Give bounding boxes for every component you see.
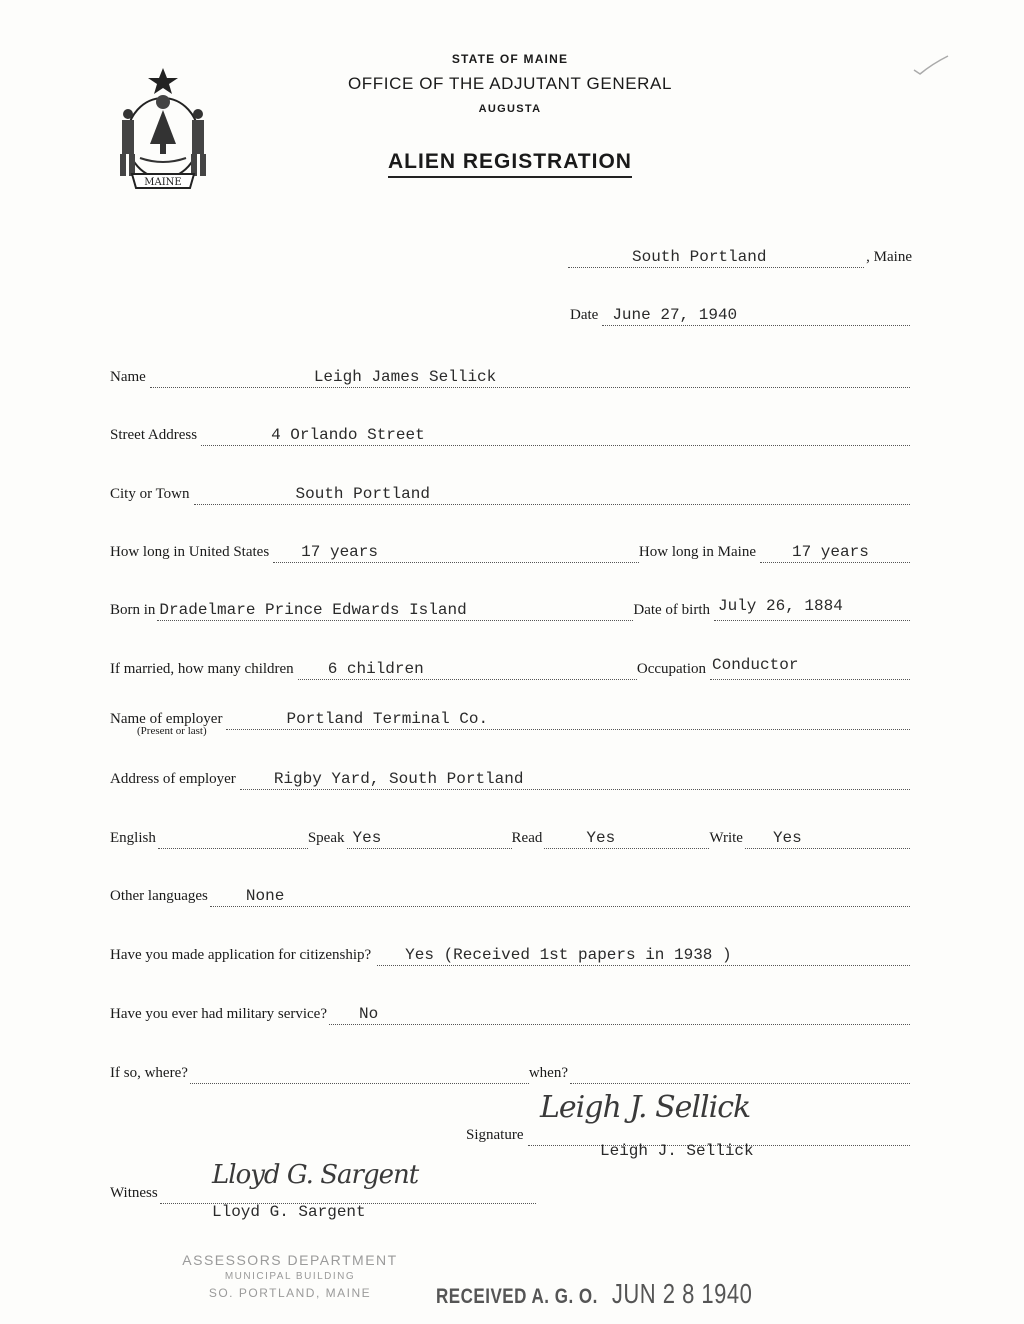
employer-sub-label: (Present or last)	[137, 725, 207, 737]
where-row	[110, 1058, 910, 1084]
born-in-label: Born in	[110, 602, 156, 618]
english-label: English	[110, 830, 156, 846]
speak-value: Yes	[352, 829, 382, 847]
dob-value: July 26, 1884	[718, 597, 843, 615]
employer-label: Name of employer	[110, 711, 223, 727]
where-field[interactable]	[190, 1061, 529, 1084]
employer-field[interactable]	[226, 707, 910, 730]
street-label: Street Address	[110, 427, 198, 443]
other-languages-value: None	[245, 887, 285, 905]
street-row	[110, 420, 910, 446]
citizenship-row	[110, 940, 910, 966]
children-row	[110, 654, 910, 680]
dob-field[interactable]	[714, 598, 910, 621]
citizenship-label: Have you made application for citizenship?	[110, 947, 372, 963]
received-stamp	[436, 1278, 752, 1311]
name-label: Name	[110, 369, 146, 385]
assessors-stamp-line-1: ASSESSORS DEPARTMENT	[182, 1252, 398, 1268]
other-languages-field[interactable]	[210, 884, 910, 907]
military-value: No	[359, 1005, 379, 1023]
header-office: OFFICE OF THE ADJUTANT GENERAL	[347, 74, 673, 93]
how-long-maine-field[interactable]	[760, 540, 910, 563]
date-label: Date	[570, 307, 599, 323]
city-label: City or Town	[110, 486, 190, 502]
read-label: Read	[511, 830, 543, 846]
speak-label: Speak	[307, 830, 345, 846]
name-field[interactable]	[150, 365, 910, 388]
place-value: South Portland	[632, 248, 767, 266]
street-field[interactable]	[201, 423, 910, 446]
children-value: 6 children	[327, 660, 424, 678]
name-row	[110, 362, 910, 388]
place-suffix: , Maine	[866, 249, 912, 265]
date-field[interactable]	[602, 303, 910, 326]
other-languages-label: Other languages	[110, 888, 208, 904]
occupation-value: Conductor	[712, 656, 799, 674]
assessors-stamp-line-3: SO. PORTLAND, MAINE	[208, 1286, 372, 1300]
city-value: South Portland	[295, 485, 430, 503]
children-field[interactable]	[298, 657, 637, 680]
how-long-us-field[interactable]	[273, 540, 639, 563]
employer-value: Portland Terminal Co.	[286, 710, 489, 728]
city-row	[110, 479, 910, 505]
employer-address-label: Address of employer	[110, 771, 236, 787]
military-row	[110, 999, 910, 1025]
header-state: STATE OF MAINE	[451, 52, 569, 66]
speak-field[interactable]	[347, 826, 512, 849]
employer-address-field[interactable]	[240, 767, 910, 790]
occupation-field[interactable]	[710, 657, 910, 680]
when-label: when?	[528, 1065, 568, 1081]
witness-label: Witness	[110, 1185, 158, 1201]
english-row	[110, 823, 910, 849]
employer-address-value: Rigby Yard, South Portland	[273, 770, 524, 788]
place-row	[568, 242, 912, 268]
place-field[interactable]	[568, 245, 864, 268]
witness-handwritten: Lloyd G. Sargent	[212, 1160, 419, 1190]
how-long-maine-value: 17 years	[792, 543, 869, 561]
signature-handwritten: Leigh J. Sellick	[540, 1090, 751, 1125]
state-seal-icon	[110, 66, 216, 194]
english-blank	[158, 826, 308, 849]
assessors-stamp-line-2: MUNICIPAL BUILDING	[224, 1271, 356, 1282]
citizenship-value: Yes (Received 1st papers in 1938 )	[405, 946, 732, 964]
date-row	[570, 300, 910, 326]
citizenship-field[interactable]	[377, 943, 910, 966]
write-value: Yes	[772, 829, 802, 847]
how-long-row	[110, 537, 910, 563]
children-label: If married, how many children	[110, 661, 294, 677]
military-label: Have you ever had military service?	[110, 1006, 327, 1022]
read-value: Yes	[586, 829, 616, 847]
born-in-value: Dradelmare Prince Edwards Island	[159, 601, 467, 619]
employer-address-row	[110, 764, 910, 790]
signature-label: Signature	[466, 1127, 524, 1143]
how-long-us-label: How long in United States	[110, 544, 270, 560]
born-in-field[interactable]	[157, 598, 633, 621]
check-mark-icon	[912, 54, 952, 78]
date-value: June 27, 1940	[612, 306, 738, 324]
when-field[interactable]	[570, 1061, 910, 1084]
header-city: AUGUSTA	[478, 103, 542, 115]
where-label: If so, where?	[110, 1065, 188, 1081]
how-long-maine-label: How long in Maine	[638, 544, 756, 560]
write-label: Write	[709, 830, 743, 846]
city-field[interactable]	[194, 482, 910, 505]
read-field[interactable]	[544, 826, 709, 849]
how-long-us-value: 17 years	[301, 543, 378, 561]
write-field[interactable]	[745, 826, 910, 849]
seal-banner-text: MAINE	[144, 177, 182, 188]
dob-label: Date of birth	[633, 602, 710, 618]
born-row	[110, 595, 910, 621]
employer-row	[110, 704, 910, 730]
form-title	[300, 150, 720, 174]
witness-typed-name: Lloyd G. Sargent	[212, 1203, 366, 1221]
received-stamp-date: JUN 2 8 1940	[611, 1278, 753, 1310]
name-value: Leigh James Sellick	[313, 368, 497, 386]
received-stamp-prefix: RECEIVED A. G. O.	[436, 1284, 598, 1308]
occupation-label: Occupation	[636, 661, 706, 677]
other-languages-row	[110, 881, 910, 907]
military-field[interactable]	[329, 1002, 910, 1025]
street-value: 4 Orlando Street	[271, 426, 425, 444]
form-title-text: ALIEN REGISTRATION	[388, 150, 632, 178]
signature-typed-name: Leigh J. Sellick	[600, 1142, 754, 1160]
